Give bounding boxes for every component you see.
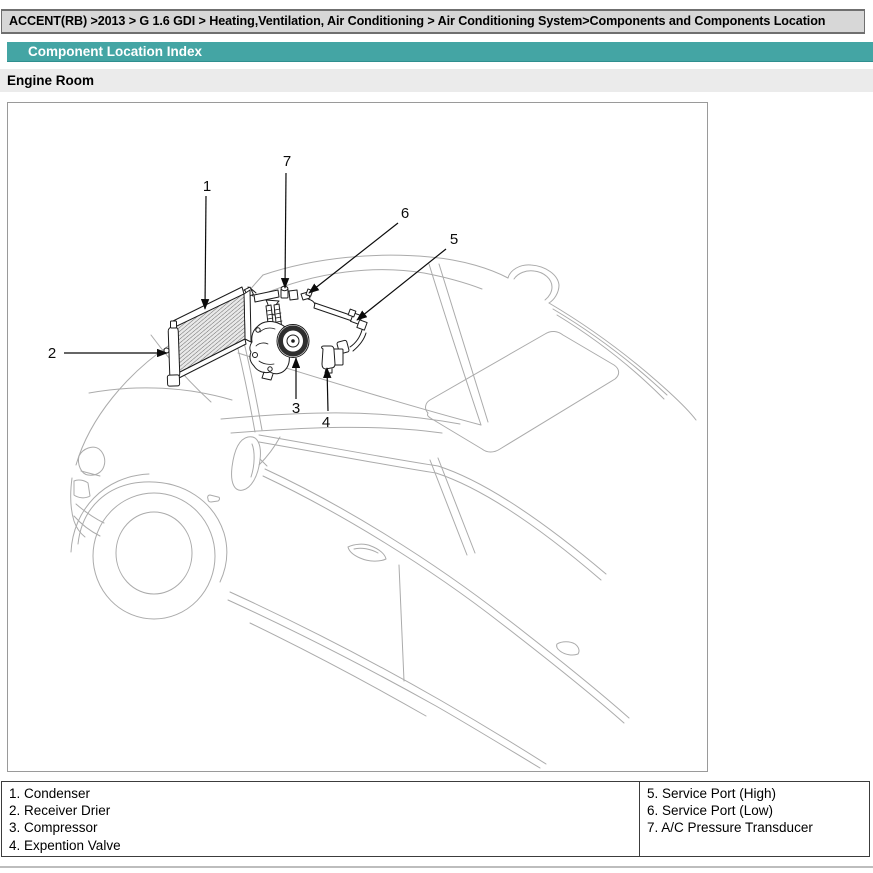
legend-table bbox=[1, 781, 870, 857]
engine-room-illustration bbox=[8, 103, 707, 771]
receiver-drier bbox=[164, 321, 180, 386]
page-title: Component Location Index bbox=[7, 42, 873, 62]
callout-label-2: 2 bbox=[47, 345, 57, 362]
legend-column-right bbox=[640, 782, 869, 856]
legend-item: 3. Compressor bbox=[9, 820, 98, 836]
legend-item: 2. Receiver Drier bbox=[9, 803, 111, 819]
bottom-divider bbox=[0, 866, 873, 868]
callout-label-6: 6 bbox=[400, 205, 410, 222]
callouts bbox=[48, 153, 458, 431]
callout-arrow-1 bbox=[205, 196, 206, 309]
car-sunroof bbox=[426, 331, 619, 452]
expansion-valve bbox=[322, 340, 350, 373]
car-door-handle-front bbox=[348, 544, 386, 561]
legend-item: 5. Service Port (High) bbox=[647, 786, 777, 801]
condenser bbox=[173, 287, 251, 379]
legend-item: 4. Expention Valve bbox=[9, 837, 121, 853]
section-title: Engine Room bbox=[0, 69, 873, 92]
legend-item: 7. A/C Pressure Transducer bbox=[647, 820, 813, 836]
breadcrumb: ACCENT(RB) >2013 > G 1.6 GDI > Heating,Ventilation, Air Conditioning > Air Conditioning System>Components and Components Location bbox=[1, 9, 865, 34]
car-roofline bbox=[263, 255, 508, 278]
callout-label-4: 4 bbox=[321, 414, 331, 431]
legend-item: 6. Service Port (Low) bbox=[647, 803, 774, 819]
callout-arrow-5 bbox=[357, 249, 446, 320]
car-mirror bbox=[232, 437, 261, 491]
service-port-high bbox=[348, 309, 367, 351]
pressure-transducer bbox=[281, 286, 288, 298]
callout-label-1: 1 bbox=[202, 178, 212, 195]
service-port-low bbox=[301, 289, 313, 300]
legend-item: 1. Condenser bbox=[9, 786, 91, 801]
callout-label-7: 7 bbox=[282, 153, 292, 170]
car-outline bbox=[71, 255, 696, 768]
car-door-handle-rear bbox=[557, 642, 579, 655]
callout-label-5: 5 bbox=[449, 231, 459, 248]
callout-arrow-6 bbox=[309, 223, 398, 293]
ac-components bbox=[164, 286, 367, 386]
legend-column-left bbox=[2, 782, 640, 856]
car-antenna-inner bbox=[514, 271, 552, 300]
callout-label-3: 3 bbox=[291, 400, 301, 417]
callout-arrow-4 bbox=[327, 368, 328, 411]
component-location-diagram bbox=[7, 102, 708, 772]
compressor bbox=[250, 322, 309, 380]
callout-arrow-7 bbox=[285, 173, 286, 288]
